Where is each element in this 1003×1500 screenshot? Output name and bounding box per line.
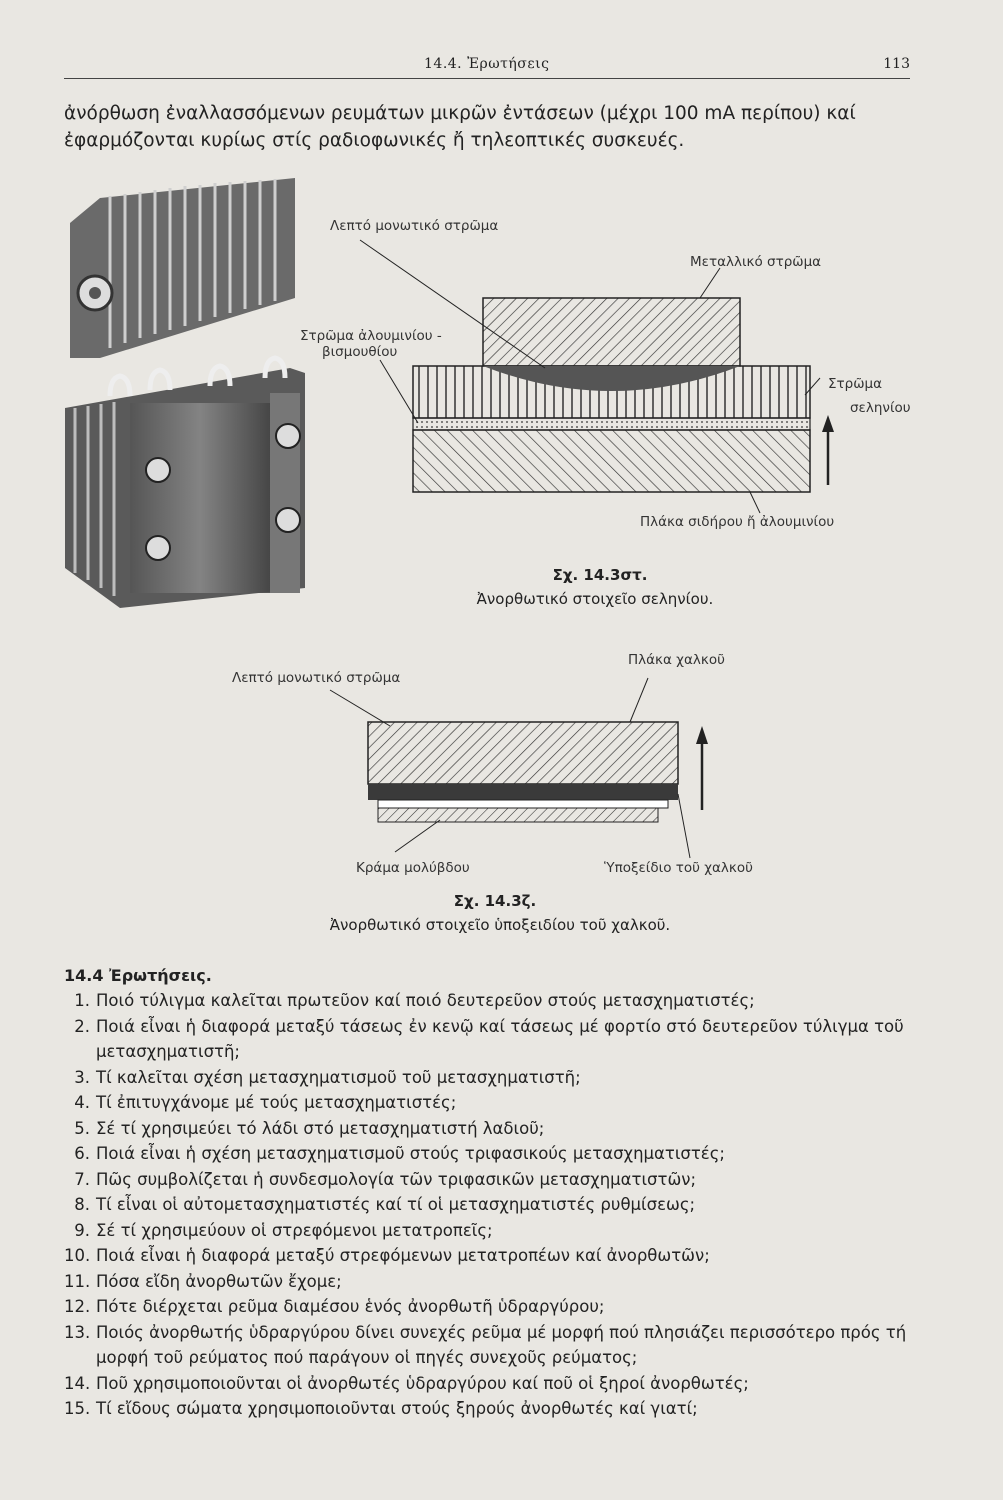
figure-caption-2: Ἀνορθωτικό στοιχεῖο ὑποξειδίου τοῦ χαλκοῦ. xyxy=(329,916,671,934)
list-item: 2. Ποιά εἶναι ἡ διαφορά μεταξύ τάσεως ἐν κενῷ καί τάσεως μέ φορτίο στό δευτερεῦον τύλιγμα τοῦ μετασχηματιστῆ; xyxy=(74,1016,904,1061)
current-arrow xyxy=(822,415,834,485)
label-copper-oxide: Ὑποξείδιο τοῦ χαλκοῦ xyxy=(604,860,753,876)
intro-paragraph: ἀνόρθωση ἐναλλασσόμενων ρευμάτων μικρῶν ἐντάσεων (μέχρι 100 mA περίπου) καί ἐφαρμόζονται κυρίως στίς ραδιοφωνικές ἤ τηλεοπτικές συσκευές. xyxy=(64,103,856,151)
page-header xyxy=(64,56,910,79)
label-alu-bismuth-layer: Στρῶμα ἀλουμινίου - xyxy=(300,328,442,344)
label-thin-insulating-layer-2: Λεπτό μονωτικό στρῶμα xyxy=(232,670,401,686)
list-item: 8. Τί εἶναι οἱ αὐτομετασχηματιστές καί τί οἱ μετασχηματιστές ρυθμίσεως; xyxy=(74,1195,696,1214)
list-item: 3. Τί καλεῖται σχέση μετασχηματισμοῦ τοῦ μετασχηματιστῆ; xyxy=(74,1067,581,1087)
questions-title: 14.4 Ἐρωτήσεις. xyxy=(64,966,212,985)
base-plate xyxy=(413,430,810,492)
list-item: 13. Ποιός ἀνορθωτής ὑδραργύρου δίνει συνεχές ρεῦμα μέ μορφή πού πλησιάζει περισσότερο πρός τή μορφή τοῦ ρεύματος πού παράγουν οἱ πηγές συνεχοῦς ρεύματος; xyxy=(64,1322,907,1367)
figure-caption: Ἀνορθωτικό στοιχεῖο σεληνίου. xyxy=(476,590,714,608)
page-number: 113 xyxy=(883,56,910,72)
alu-bismuth-layer xyxy=(413,418,810,430)
label-selenium-layer-2: σεληνίου xyxy=(850,400,911,416)
list-item: 11. Πόσα εἴδη ἀνορθωτῶν ἔχομε; xyxy=(64,1271,342,1291)
current-arrow-2 xyxy=(696,726,708,810)
label-iron-plate: Πλάκα σιδήρου ἤ ἀλουμινίου xyxy=(640,514,835,530)
list-item: 14. Ποῦ χρησιμοποιοῦνται οἱ ἀνορθωτές ὑδραργύρου καί ποῦ οἱ ξηροί ἀνορθωτές; xyxy=(64,1373,749,1393)
insulating-film xyxy=(378,800,668,808)
list-item: 15. Τί εἴδους σώματα χρησιμοποιοῦνται στούς ξηρούς ἀνορθωτές καί γιατί; xyxy=(64,1399,698,1418)
copper-oxide-layer xyxy=(368,784,678,800)
list-item: 4. Τί ἐπιτυγχάνομε μέ τούς μετασχηματιστές; xyxy=(74,1093,457,1112)
list-item: 10. Ποιά εἶναι ἡ διαφορά μεταξύ στρεφόμενων μετατροπέων καί ἀνορθωτῶν; xyxy=(64,1246,710,1265)
label-selenium-layer: Στρῶμα xyxy=(828,376,883,392)
list-item: 1. Ποιό τύλιγμα καλεῖται πρωτεῦον καί ποιό δευτερεῦον στούς μετασχηματιστές; xyxy=(74,991,755,1010)
figure-number: Σχ. 14.3στ. xyxy=(552,566,648,584)
figure-number-2: Σχ. 14.3ζ. xyxy=(453,892,537,910)
metal-layer xyxy=(483,298,740,366)
questions-list xyxy=(64,988,934,1422)
label-thin-insulating-layer: Λεπτό μονωτικό στρῶμα xyxy=(330,218,499,234)
list-item: 9. Σέ τί χρησιμεύουν οἱ στρεφόμενοι μετατροπεῖς; xyxy=(74,1220,493,1240)
list-item: 7. Πῶς συμβολίζεται ἡ συνδεσμολογία τῶν τριφασικῶν μετασχηματιστῶν; xyxy=(74,1169,697,1189)
label-lead-alloy: Κράμα μολύβδου xyxy=(356,860,470,876)
lead-alloy-layer xyxy=(378,808,658,822)
list-item: 5. Σέ τί χρησιμεύει τό λάδι στό μετασχηματιστή λαδιοῦ; xyxy=(74,1118,545,1138)
label-metal-layer: Μεταλλικό στρῶμα xyxy=(690,254,822,270)
label-alu-bismuth-layer-2: βισμουθίου xyxy=(322,344,398,360)
copper-plate xyxy=(368,722,678,784)
label-copper-plate: Πλάκα χαλκοῦ xyxy=(628,652,725,668)
list-item: 12. Πότε διέρχεται ρεῦμα διαμέσου ἑνός ἀνορθωτῆ ὑδραργύρου; xyxy=(64,1297,605,1316)
list-item: 6. Ποιά εἶναι ἡ σχέση μετασχηματισμοῦ στούς τριφασικούς μετασχηματιστές; xyxy=(74,1144,725,1163)
running-head: 14.4. Ἐρωτήσεις xyxy=(424,56,550,72)
copper-oxide-diagram xyxy=(230,660,750,860)
selenium-element-diagram xyxy=(300,220,920,540)
